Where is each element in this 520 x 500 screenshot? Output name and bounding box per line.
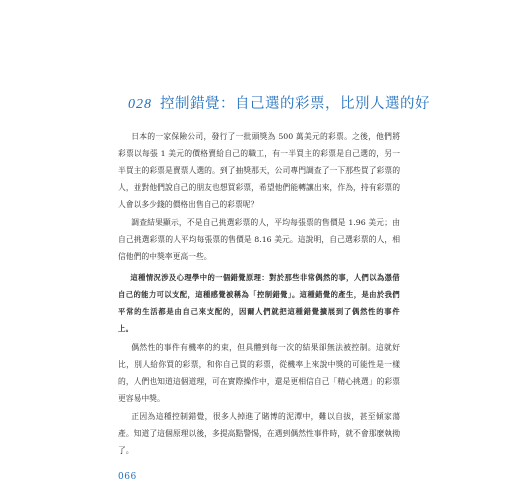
paragraph-5: 正因為這種控制錯覺，很多人掉進了賭博的泥潭中，難以自拔，甚至傾家蕩產。知道了這個原理以後，多提高點警惕，在遇到偶然性事件時，就不會那麼執拗了。 bbox=[118, 412, 400, 455]
paragraph-4: 偶然性的事件有機率的約束，但具體到每一次的結果卻無法被控制。這就好比，別人給你買的彩票，和你自己買的彩票，從機率上來說中獎的可能性是一樣的，人們也知道這個道理，可在實際操作中，還是更相信自己「精心挑選」的彩票更容易中獎。 bbox=[118, 343, 400, 403]
paragraph-1: 日本的一家保險公司，發行了一批頭獎為 500 萬美元的彩票。之後，他們將彩票以每張 1 美元的價格賣給自己的職工，有一半買主的彩票是自己選的，另一半買主的彩票是賣票人選的。到了抽獎那天，公司專門調查了一下那些買了彩票的人，並對他們說自己的朋友也想買彩票，希望他們能轉讓出來，作為，持有彩票的人會以多少錢的價格出售自己的彩票呢？ bbox=[118, 132, 400, 209]
page-number: 066 bbox=[118, 472, 137, 482]
emphasized-paragraph: 這種情況涉及心理學中的一個錯覺原理：對於那些非常偶然的事，人們以為憑借自己的能力可以支配，這種感覺被稱為「控制錯覺」。這種錯覺的產生，是由於我們平常的生活都是由自己來支配的，因爾人們就把這種錯覺擴展到了偶然性的事件上。 bbox=[118, 273, 400, 333]
chapter-heading bbox=[128, 92, 508, 113]
paragraph-2: 調查結果顯示，不是自己挑選彩票的人，平均每張票的售價是 1.96 美元；由自己挑選彩票的人平均每張票的售價是 8.16 美元。這說明，自己選彩票的人，相信他們的中獎率更高一些。 bbox=[118, 218, 400, 261]
chapter-number: 028 bbox=[128, 97, 152, 112]
chapter-title: 控制錯覺：自己選的彩票，比別人選的好 bbox=[160, 96, 430, 112]
chapter-body bbox=[118, 128, 400, 459]
